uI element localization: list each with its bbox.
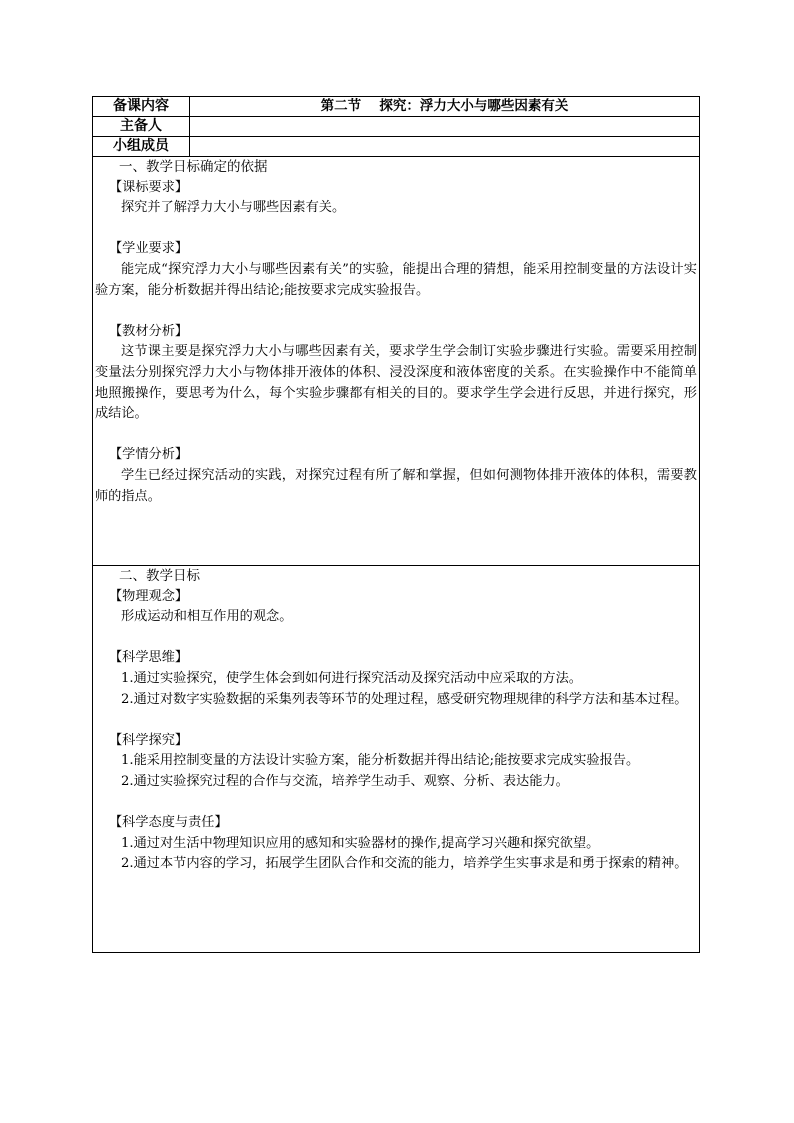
block-title: 【科学思维】: [109, 650, 189, 666]
objectives-section: [93, 566, 700, 953]
section-heading: 二、教学日标: [119, 568, 200, 584]
block-title: 【科学态度与责任】: [109, 815, 228, 831]
table-row: [93, 157, 700, 566]
block-title: 【学业要求】: [109, 241, 189, 257]
block-title: 【科学探究】: [109, 732, 189, 748]
block-title: 【物理观念】: [109, 588, 189, 604]
list-item: 1.通过对生活中物理知识应用的感知和实验器材的操作,提高学习兴趣和探究欲望。: [121, 835, 600, 851]
list-item: 2.通过对数字实验数据的采集列表等环节的处理过程，感受研究物理规律的科学方法和基本过程。: [121, 691, 688, 707]
block-text: 能完成“探究浮力大小与哪些因素有关”的实验，能提出合理的猜想，能采用控制变量的方法设计实验方案，能分析数据并得出结论;能按要求完成实验报告。: [95, 261, 697, 298]
table-row: [93, 137, 700, 157]
block-text: 探究并了解浮力大小与哪些因素有关。: [121, 200, 346, 216]
block-title: 【课标要求】: [109, 179, 189, 195]
lesson-plan-table: [92, 96, 700, 953]
block-text: 学生已经过探究活动的实践，对探究过程有所了解和掌握，但如何测物体排开液体的体积，需要教师的指点。: [95, 467, 697, 504]
content-label: 备课内容: [93, 97, 190, 117]
list-item: 2.通过实验探究过程的合作与交流，培养学生动手、观察、分析、表达能力。: [121, 773, 569, 789]
block-title: 【教材分析】: [109, 323, 189, 339]
table-row: [93, 97, 700, 117]
list-item: 1.能采用控制变量的方法设计实验方案，能分析数据并得出结论;能按要求完成实验报告。: [121, 753, 640, 769]
table-row: [93, 117, 700, 137]
table-row: [93, 566, 700, 953]
preparer-label: 主备人: [93, 117, 190, 137]
block-text: 这节课主要是探究浮力大小与哪些因素有关，要求学生学会制订实验步骤进行实验。需要采用控制变量法分别探究浮力大小与物体排开液体的体积、浸没深度和液体密度的关系。在实验操作中不能简单地照搬操作，要思考为什么，每个实验步骤都有相关的目的。要求学生学会进行反思，并进行探究，形成结论。: [95, 344, 697, 422]
preparer-value[interactable]: [190, 117, 700, 137]
list-item: 2.通过本节内容的学习，拓展学生团队合作和交流的能力，培养学生实事求是和勇于探索的精神。: [121, 856, 688, 872]
group-members-value[interactable]: [190, 137, 700, 157]
section-heading: 一、教学日标确定的依据: [119, 159, 268, 175]
lesson-plan-sheet: [92, 96, 700, 953]
block-title: 【学情分析】: [109, 447, 189, 463]
list-item: 1.通过实验探究，使学生体会到如何进行探究活动及探究活动中应采取的方法。: [121, 670, 582, 686]
basis-section: [93, 157, 700, 566]
block-text: 形成运动和相互作用的观念。: [121, 609, 293, 625]
group-members-label: 小组成员: [93, 137, 190, 157]
lesson-title: 第二节 探究：浮力大小与哪些因素有关: [190, 97, 700, 117]
